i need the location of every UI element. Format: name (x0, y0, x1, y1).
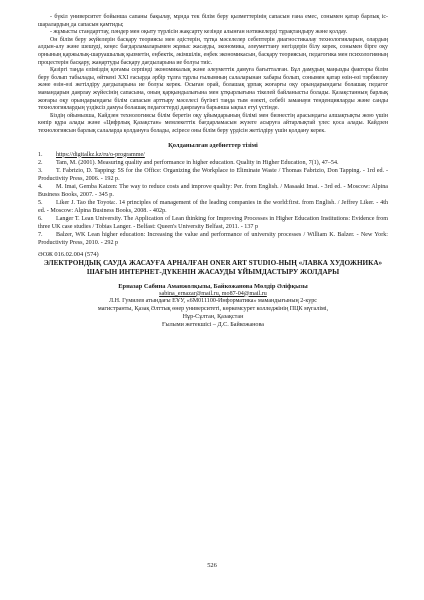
reference-text: T. Fabrizio, D. Tapping: 5S for the Office: Organizing the Workplace to Eliminate Waste / Thomas Fabrizio, Don Tapping. - 1rd ed. - Productivity Press, 2006. - 192 p. (38, 167, 388, 182)
reference-link[interactable]: https://digitalkz.kz/ru/o-programme/ (56, 151, 145, 158)
reference-number: 2. (38, 159, 43, 166)
body-text (38, 14, 388, 136)
body-paragraph-2: - жұмысты стандарттау, пәндер мен оқыту түрлісін жақсарту кезінде алынған нәтижелерді тұрақтандыру және қолдау. (50, 29, 348, 36)
reference-number: 3. (38, 167, 43, 174)
affiliation-line: Нұр-Сұлтан, Қазақстан (182, 313, 244, 320)
reference-text: Balzer, WK Lean higher education: Increasing the value and performance of university processes / William K. Balzer. - New York: Productivity Press, 2010. - 292 p (38, 231, 388, 246)
reference-item (38, 183, 388, 199)
reference-item (38, 199, 388, 215)
reference-item (38, 151, 388, 159)
article-authors: Ерназар Сабина Аманжолқызы, Байкожанова Мөлдір Әліфқызы (118, 282, 308, 290)
body-paragraph-1: - бүкіл университет бойынша сапаны бақылау, мұнда тек білім беру қызметтерінің сапасын ғана емес, сонымен қатар барлық іс-шаралардың да сапасын қамтиды; (38, 14, 388, 28)
udk-code: ӘОЖ 016.02.004 (574) (38, 250, 99, 258)
reference-text: M. Imai, Gemba Kaizen: The way to reduce costs and improve quality: Per. from English. / Masaaki Imai. - 3rd ed. - Moscow: Alpina Business Books, 2007. - 345 p. (38, 183, 388, 198)
affiliation-line: магистранты, Қазақ Әлттық өнер университеті, көркемсурет колледжінің ПЦК мүгалімі, (97, 305, 329, 312)
reference-text: Langer T. Lean University. The Application of Lean thinking for Improving Processes in Higher Education Institutions: Evidence from three UK case studies / Tobias Langer. - Belfast: Queen's University Belfast, 2011. - 137 p (38, 215, 388, 230)
reference-number: 5. (38, 199, 43, 206)
author-emails[interactable]: sabina_ernazar@mail.ru, mo87-04@mail.ru (159, 290, 267, 297)
reference-item (38, 215, 388, 231)
reference-number: 6. (38, 215, 43, 222)
reference-text: Liker J. Tao the Toyota:. 14 principles of management of the leading companies in the world:first. from English. / Jeffrey Liker. - 4th ed. - Moscow: Alpina Business Books, 2008. - 402p. (38, 199, 388, 214)
references-list (38, 151, 388, 247)
reference-item (38, 231, 388, 247)
reference-text: Tam, M. (2001). Measuring quality and performance in higher education. Quality in Higher Education, 7(1), 47–54. (56, 159, 339, 166)
body-paragraph-3: Он білім беру жүйелерін басқару теориясы мен әдістерін, тұтқа мәселелер себептерін диагностикалау технологияларын, олардың алдын-алу және шешуді, кеңес бағдарламаларымен жұмыс жасауды, экономика, әлеуметтану негіздерін білу керек, сонымен бірге оқу орнының қаржылық-шаруашылық қызметін, еңбектік, әкімшілік, еңбек экономикасын, басқару теориясын, педагогика мен психологияның процестерін басқару, жаңартуды басқару дағдыларына ие болуы тиіс. (38, 36, 388, 66)
article-title: ЭЛЕКТРОНДЫҚ САУДА ЖАСАУҒА АРНАЛҒАН ONER ART STUDIO-НЫҢ «ЛАВКА ХУДОЖНИКА» ШАҒЫН ИНТЕРНЕТ-ДҮКЕНІН ЖАСАУДЫ ҰЙЫМДАСТЫРУ ЖОЛДАРЫ (43, 258, 383, 276)
reference-item (38, 167, 388, 183)
reference-item (38, 159, 388, 167)
affiliation-line: Л.Н. Гумилев атындағы ЕҰУ, «6М011100-Информатика» мамандығының 2-курс (109, 297, 317, 304)
reference-number: 4. (38, 183, 43, 190)
affiliation-block (38, 297, 388, 329)
reference-number: 1. (38, 151, 43, 158)
body-paragraph-4: Қазіргі таңда еліміздің қоғамы серпінді экономикалық және әлеуметтік дамуға бағытталған. Бұл дамудың маңызды факторы білім беру болып табылады, өйткені XXI ғасырда әрбір тұлға тұрлы ғылымның салаларынан хабары болып, сонымен қатар өзін-өзі тәрбиелеу және өзін-өзі жетілдіру дағдыларына ие болуы керек. Осыған орай, болашақ ұрпақ жоғарғы оқу орындарындағы болашақ педагог мамандарын даярлау жүйесінің сапасына, оның қарқындылығына мен ұтқырлығына тікелей байланысты болады. Қазақстанның барлық жоғары оқу орындарындағы білім сапасын арттыру мәселесі бүгінгі таңда тым өзекті, себебі заманауи тенденцияларды және санды технологиялардың үздіксіз дамуы болашақ педагогтерді даярлауға барынша ықпал етуі үстінде. (38, 67, 388, 112)
page-number: 526 (207, 562, 217, 569)
page-content (38, 14, 388, 329)
body-paragraph-5: Біздің ойымызша, Кайдзен технологиясы білім беретін оқу ұйымдарының білімі мен бизнестің арасындағы алшақтықты жою үшін көпір құра алады және «Цифрлық Қазақстан» мемлекеттік бағдарламасын жүзеге асыруға айтарлықтай үлес қоса алады. Кайдзен технологиясын барлық салаларда қолдануға болады, әсіресе оны білім беру үрдісін жетілдіру үшін қолдану керек. (38, 112, 388, 134)
reference-number: 7. (38, 231, 43, 238)
affiliation-line: Ғылыми жетекшісі – Д.С. Байкожанова (162, 321, 264, 328)
references-title: Қолданылған әдебиеттер тізімі (168, 141, 258, 149)
